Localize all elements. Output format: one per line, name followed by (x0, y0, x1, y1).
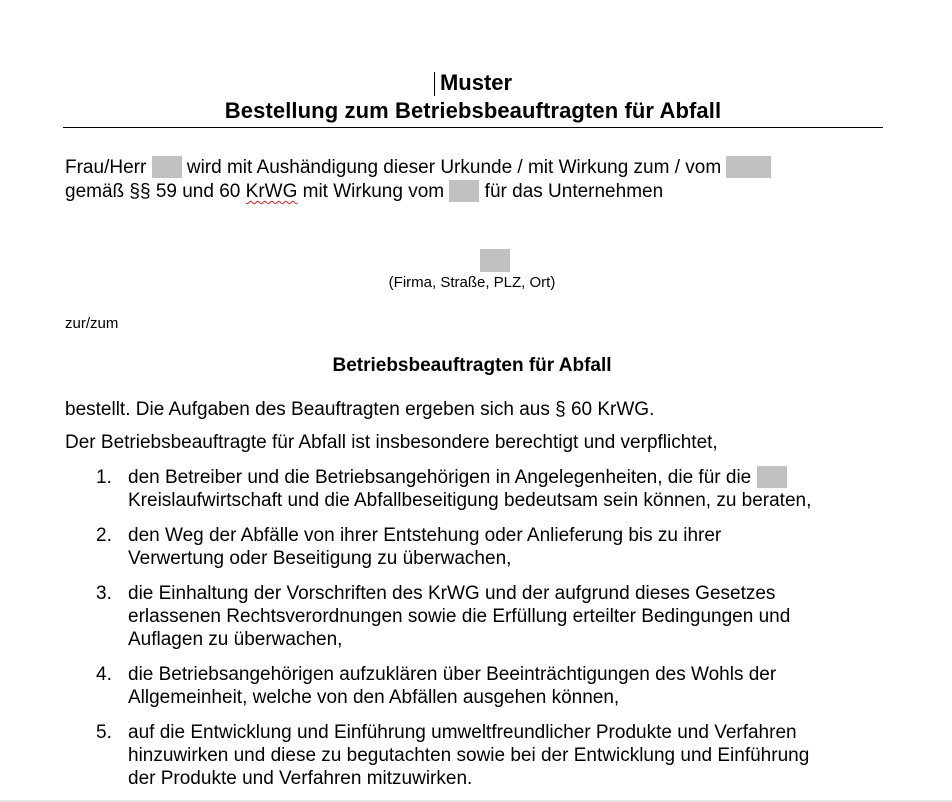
list-item (0, 582, 952, 652)
name-form-field[interactable] (152, 156, 182, 178)
list-item-line: den Weg der Abfälle von ihrer Entstehung oder Anlieferung bis zu ihrer (128, 524, 722, 546)
list-item-line: hinzuwirken und diese zu begutachten sowie bei der Entwicklung und Einführung (128, 745, 810, 767)
intro-text: gemäß §§ 59 und 60 (65, 181, 246, 202)
appointed-line: bestellt. Die Aufgaben des Beauftragten ergeben sich aus § 60 KrWG. (65, 399, 655, 420)
list-item-line: Verwertung oder Beseitigung zu überwachen, (128, 548, 512, 570)
document-title: Muster (439, 70, 513, 95)
intro-text: mit Wirkung vom (297, 181, 450, 202)
company-form-field[interactable] (480, 249, 510, 272)
list-item (0, 663, 952, 710)
inline-form-field[interactable] (757, 466, 787, 488)
list-item (0, 466, 952, 513)
duties-list (0, 466, 952, 802)
intro-text: Frau/Herr (65, 157, 152, 178)
list-item-line (128, 466, 952, 489)
list-item-line: die Betriebsangehörigen aufzuklären über Beeinträchtigungen des Wohls der (128, 663, 777, 685)
list-item-line: Allgemeinheit, welche von den Abfällen ausgehen können, (128, 687, 620, 709)
list-number: 5. (96, 721, 112, 743)
list-item-text: den Betreiber und die Betriebsangehörigen in Angelegenheiten, die für die (128, 467, 757, 488)
list-item-line: auf die Entwicklung und Einführung umweltfreundlicher Produkte und Verfahren (128, 721, 797, 743)
intro-line-1 (65, 156, 771, 180)
list-item-line: Kreislaufwirtschaft und die Abfallbeseitigung bedeutsam sein können, zu beraten, (128, 490, 812, 512)
list-number: 2. (96, 524, 112, 546)
krwg-spellcheck-word: KrWG (245, 181, 298, 202)
list-item-line: Auflagen zu überwachen, (128, 629, 343, 651)
list-number: 1. (96, 467, 112, 488)
list-item (0, 524, 952, 571)
list-number: 3. (96, 582, 112, 604)
list-item-line: die Einhaltung der Vorschriften des KrWG und der aufgrund dieses Gesetzes (128, 582, 776, 604)
list-item-line: der Produkte und Verfahren mitzuwirken. (128, 768, 473, 790)
intro-line-2 (65, 180, 663, 204)
title-underline (63, 127, 883, 128)
start-date-form-field[interactable] (449, 180, 479, 202)
document-subtitle: Bestellung zum Betriebsbeauftragten für Abfall (224, 98, 722, 123)
company-caption: (Firma, Straße, PLZ, Ort) (388, 274, 556, 291)
intro-text: wird mit Aushändigung dieser Urkunde / mit Wirkung zum / vom (181, 157, 727, 178)
intro-text: für das Unternehmen (479, 181, 664, 202)
zur-zum-label: zur/zum (65, 315, 119, 332)
duties-intro: Der Betriebsbeauftragte für Abfall ist insbesondere berechtigt und verpflichtet, (65, 432, 718, 453)
list-item (0, 721, 952, 791)
role-heading: Betriebsbeauftragten für Abfall (332, 355, 612, 376)
list-number: 4. (96, 663, 112, 685)
effective-date-form-field[interactable] (726, 156, 771, 178)
list-item-line: erlassenen Rechtsverordnungen sowie die Erfüllung erteilter Bedingungen und (128, 606, 791, 628)
